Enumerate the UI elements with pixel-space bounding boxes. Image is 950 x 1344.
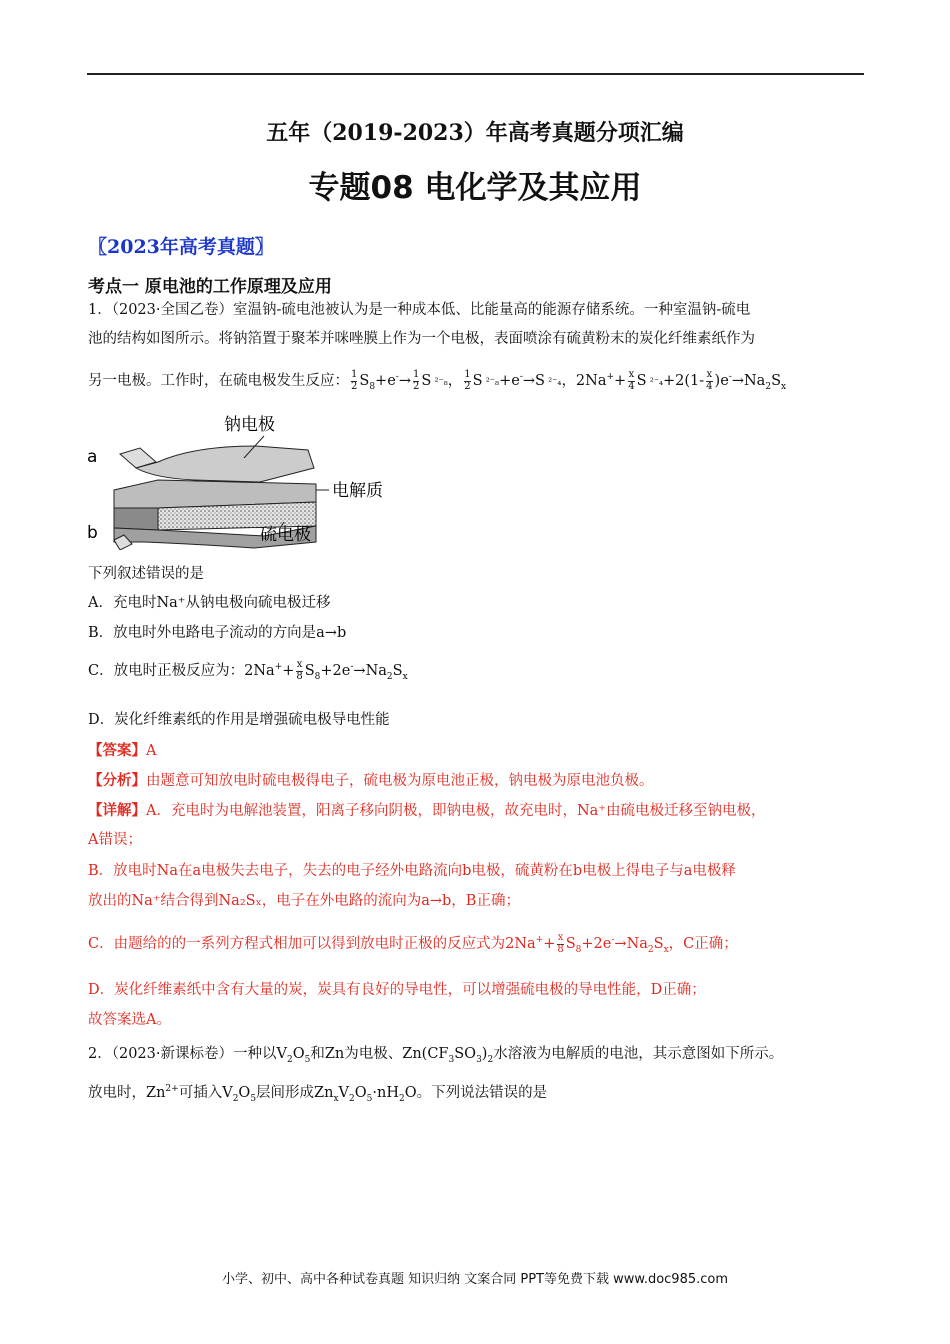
q2-product: $Zn_xV_2O_5\cdot nH_2O$ [314,1084,417,1104]
conclusion: 故答案选A。 [88,1012,171,1028]
detail-d: D．炭化纤维素纸中含有大量的炭，炭具有良好的导电性，可以增强硫电极的导电性能，D正确； [88,982,706,998]
detail-b1: B．放电时Na在a电极失去电子，失去的电子经外电路流向b电极，硫黄粉在b电极上得电子与a电极释 [88,863,736,879]
q2-p2: 和 [310,1046,325,1062]
q2-zn: Zn [324,1046,345,1062]
q1-stem: 下列叙述错误的是 [88,566,204,582]
analysis-text: 由题意可知放电时硫电极得电子，硫电极为原电池正极，钠电极为原电池负极。 [146,773,654,789]
q1-line3 [88,370,786,393]
sodium-electrode-shape [136,446,314,482]
answer-line [88,742,156,760]
label-b: b [87,523,98,543]
answer-tag: 【答案】 [88,742,146,759]
q2-v2o5: $V_2O_5$ [276,1046,311,1065]
option-a: A．充电时Na⁺从钠电极向硫电极迁移 [88,595,331,611]
footer-link[interactable]: 小学、初中、高中各种试卷真题 知识归纳 文案合同 PPT等免费下载 www.doc985.com [221,1272,729,1287]
detail-a2: A错误； [88,832,142,848]
analysis-line [88,772,654,790]
q2-zn-salt: $Zn(CF_3SO_3)_2$ [402,1046,494,1065]
analysis-tag: 【分析】 [88,772,146,789]
option-b: B．放电时外电路电子流动的方向是a→b [88,625,347,641]
detail-line-a [88,802,765,820]
label-na-electrode: 钠电极 [224,415,275,435]
answer-value: A [146,743,157,759]
detail-c-equation: 2Na++ $\frac{x}{8}$ $S_8+2e^-\to Na_2S_x$ [505,932,669,955]
q2-p6: 可插入 [178,1084,223,1101]
label-s-electrode: 硫电极 [260,525,311,545]
q1-line2: 池的结构如图所示。将钠箔置于聚苯并咪唑膜上作为一个电极，表面喷涂有硫黄粉末的炭化纤维素纸作为 [88,331,755,347]
q2-line2 [88,1084,547,1105]
detail-b2: 放出的Na⁺结合得到Na₂Sₓ，电子在外电路的流向为a→b，B正确； [88,893,520,909]
electrolyte-edge [114,508,158,530]
q1-line1: 1．（2023·全国乙卷）室温钠-硫电池被认为是一种成本低、比能量高的能源存储系统。一种室温钠-硫电 [88,302,751,318]
q2-v2o5-b: $V_2O_5$ [222,1084,257,1104]
label-electrolyte: 电解质 [332,481,383,501]
topic-heading: 考点一 原电池的工作原理及应用 [88,277,332,297]
q2-p5: 放电时， [88,1084,146,1101]
q2-p3: 为电极、 [344,1046,403,1062]
q1-equations: $\frac{1}{2}$ $S_8+e^-\to$ $\frac{1}{2}$ S ²⁻₈， $\frac{1}{2}$ S ²⁻₈+e-→S ²⁻₄，2Na++ $\frac{x}{4}$ S ²⁻₄+2(1- $\frac{x}{4}$ )$e^-\to Na_2S_x$ [351,369,787,392]
option-d: D．炭化纤维素纸的作用是增强硫电极导电性能 [88,712,390,728]
q2-p4: 水溶液为电解质的电池，其示意图如下所示。 [493,1046,784,1062]
q2-zn-ion: $Zn^{2+}$ [146,1084,179,1101]
detail-c-suffix: ，C正确； [668,936,738,952]
label-a: a [87,447,98,467]
section-heading: 〖2023年高考真题〗 [88,236,274,258]
q2-p7: 层间形成 [256,1084,315,1101]
detail-c-text: C．由题给的的一系列方程式相加可以得到放电时正极的反应式为 [88,936,506,952]
doc-subtitle: 专题08 电化学及其应用 [308,170,642,206]
q1-line3-text: 另一电极。工作时，在硫电极发生反应： [88,373,349,389]
q2-p8: 。下列说法错误的是 [416,1084,548,1101]
doc-title: 五年（2019-2023）年高考真题分项汇编 [266,120,684,146]
q2-line1 [88,1046,783,1066]
na-s-battery-diagram [84,410,414,550]
header-rule [87,73,864,75]
option-c-equation: 2Na++ $\frac{x}{8}$ $S_8+2e^-\to Na_2S_x$ [244,659,408,682]
option-c-text: C．放电时正极反应为： [88,663,245,679]
detail-c [88,933,738,956]
detail-a1: A．充电时为电解池装置，阳离子移向阴极，即钠电极，故充电时，Na⁺由硫电极迁移至钠电极， [146,803,766,819]
detail-tag: 【详解】 [88,802,146,819]
option-c [88,660,408,683]
q2-p1: 2．（2023·新课标卷）一种以 [88,1046,277,1062]
